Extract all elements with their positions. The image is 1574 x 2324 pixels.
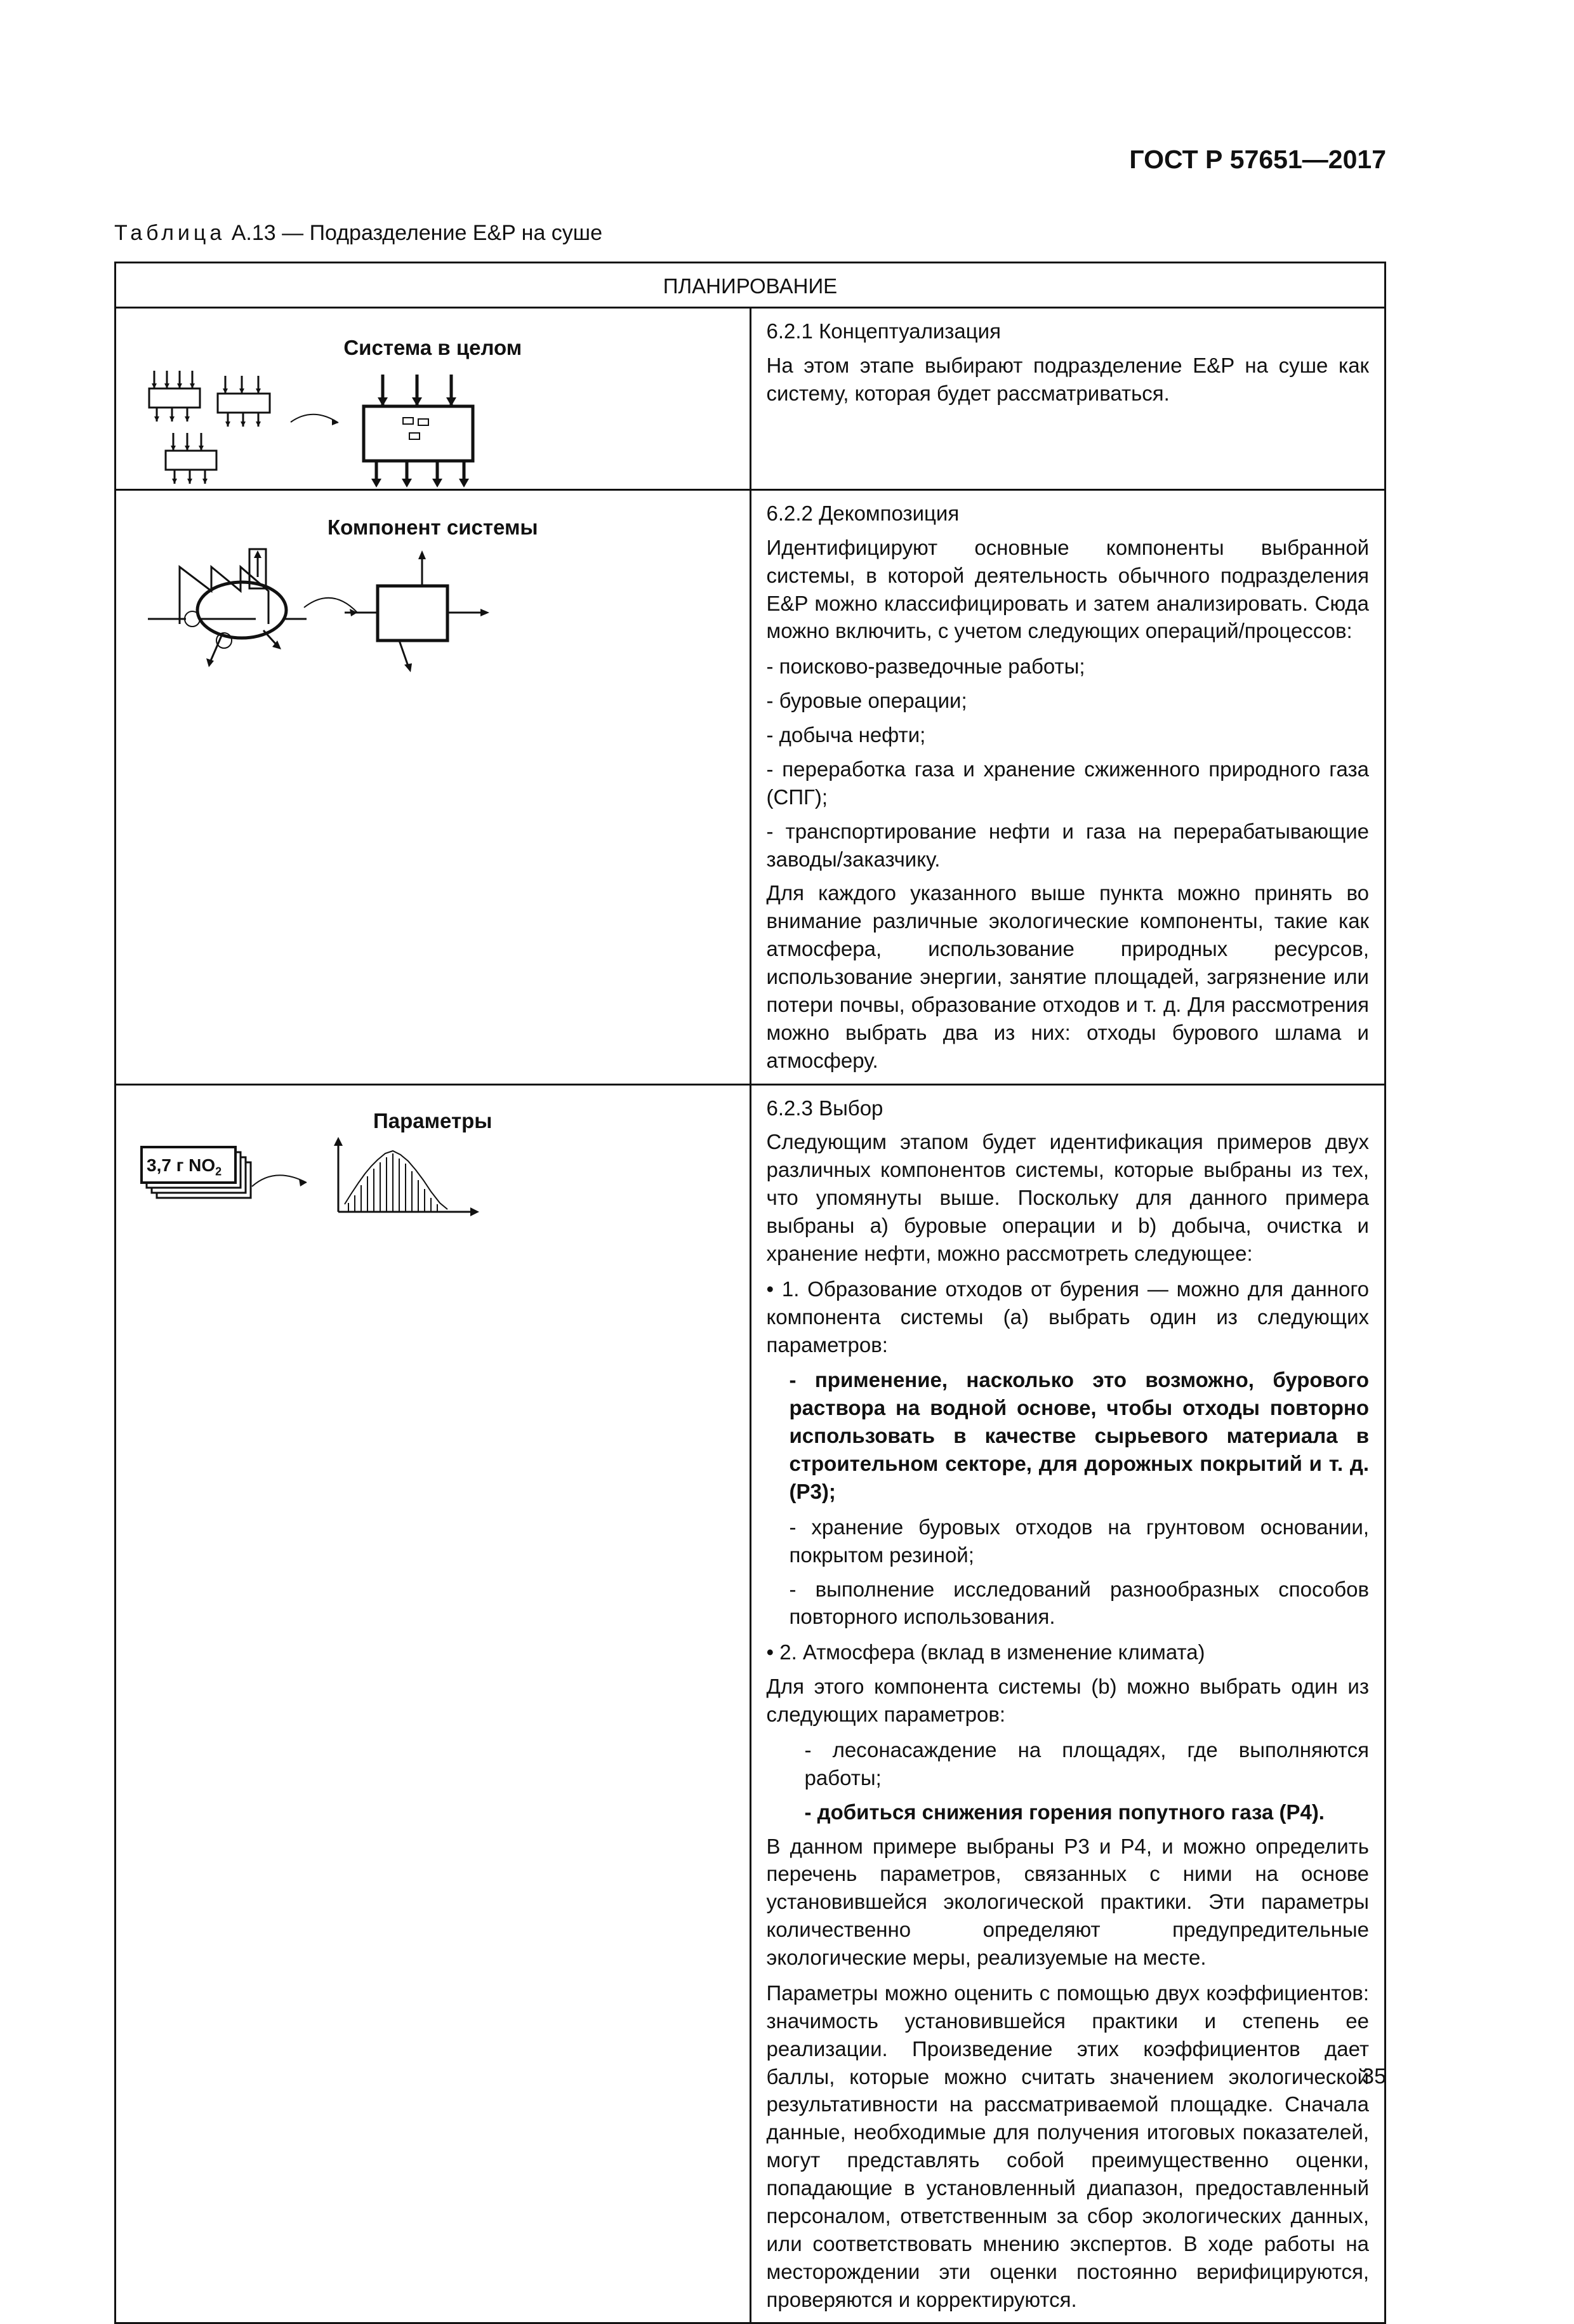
figure-title: Компонент системы: [327, 515, 538, 539]
sub-list-item: - применение, насколько это возможно, бурового раствора на водной основе, чтобы отходы повторно использовать в качестве сырьевого материала в строительном секторе, для дорожных покрытий и т. д. (Р3);: [789, 1368, 1369, 1503]
no2-label: [147, 1153, 222, 1180]
caption-label: Таблица: [114, 221, 226, 245]
parameters-diagram: [116, 1134, 505, 1230]
paragraph: Параметры можно оценить с помощью двух коэффициентов: значимость установившейся практики и степень ее реализации. Произведение этих коэффициентов дает баллы, которые можно считать значением экологической результативности на рассматриваемой площадке. Сначала данные, необходимые для получения итоговых показателей, могут представлять собой преимущественно оценки, попадающие в установленный диапазон, предоставленный персоналом, ответственным за сбор экологических данных, или соответствовать мнению экспертов. В ходе работы на месторождении эти оценки постоянно верифицируются, проверяются и корректируются.: [766, 1981, 1369, 2311]
table-row: [116, 1084, 1386, 2323]
list-item: - переработка газа и хранение сжиженного природного газа (СПГ);: [766, 757, 1369, 809]
paragraph: На этом этапе выбирают подразделение E&P на суше как систему, которая будет рассматриваться.: [766, 353, 1369, 405]
sub-list-item: - хранение буровых отходов на грунтовом основании, покрытом резиной;: [789, 1515, 1369, 1567]
sub-list-item: - лесонасаждение на площадях, где выполняются работы;: [804, 1737, 1369, 1789]
paragraph: В данном примере выбраны Р3 и Р4, и можно определить перечень параметров, связанных с ними на основе установившейся экологической практики. Эти параметры количественно определяют предупредительные экологические меры, реализуемые на месте.: [766, 1834, 1369, 1969]
list-item: - транспортирование нефти и газа на перерабатывающие заводы/заказчику.: [766, 819, 1369, 871]
system-whole-diagram: [116, 362, 505, 489]
no2-label-text: 3,7 г NO: [147, 1155, 216, 1176]
list-item: - добыча нефти;: [766, 723, 926, 747]
figure-cell: [116, 308, 751, 490]
figure-cell: [116, 1084, 751, 2323]
list-item: - поисково-разведочные работы;: [766, 654, 1085, 679]
planning-table: [114, 262, 1386, 2324]
paragraph: Следующим этапом будет идентификация примеров двух различных компонентов системы, которые выбраны из тех, что упомянуты выше. Поскольку для данного примера выбраны а) буровые операции и b) добыча, очистка и хранение нефти, можно рассмотреть следующее:: [766, 1130, 1369, 1265]
figure-title: Система в целом: [343, 336, 522, 359]
section-heading: 6.2.2 Декомпозиция: [766, 501, 960, 525]
system-component-diagram: [116, 541, 505, 681]
list-item: - буровые операции;: [766, 689, 967, 713]
description-cell: [750, 489, 1386, 1084]
document-code: ГОСТ Р 57651—2017: [1129, 145, 1386, 174]
sub-list-item: - добиться снижения горения попутного газа (Р4).: [804, 1800, 1325, 1824]
section-heading: 6.2.3 Выбор: [766, 1096, 883, 1120]
section-heading: 6.2.1 Концептуализация: [766, 319, 1001, 343]
figure-cell: [116, 489, 751, 1084]
figure-title: Параметры: [373, 1108, 493, 1132]
parameters-graphic: [116, 1134, 505, 1230]
table-row: [116, 308, 1386, 490]
paragraph: Для каждого указанного выше пункта можно принять во внимание различные экологические компоненты, такие как атмосфера, использование природных ресурсов, использование энергии, занятие площадей, загрязнение или потери почвы, образование отходов и т. д. Для рассмотрения можно выбрать два из них: отходы бурового шлама и атмосферу.: [766, 881, 1369, 1072]
description-cell: [750, 308, 1386, 490]
table-caption: [114, 221, 602, 246]
sub-list-item: - выполнение исследований разнообразных способов повторного использования.: [789, 1577, 1369, 1629]
description-cell: [750, 1084, 1386, 2323]
page-number: 35: [1362, 2064, 1386, 2088]
table-row: [116, 489, 1386, 1084]
bullet-item: • 1. Образование отходов от бурения — можно для данного компонента системы (а) выбрать один из следующих параметров:: [766, 1277, 1369, 1357]
paragraph: Идентифицируют основные компоненты выбранной системы, в которой деятельность обычного подразделения E&P можно классифицировать и затем анализировать. Сюда можно включить, с учетом следующих операций/процессов:: [766, 535, 1369, 643]
caption-text: А.13 — Подразделение E&P на суше: [225, 221, 602, 245]
paragraph: Для этого компонента системы (b) можно выбрать один из следующих параметров:: [766, 1675, 1369, 1726]
table-heading: ПЛАНИРОВАНИЕ: [116, 263, 1386, 308]
bullet-item: • 2. Атмосфера (вклад в изменение климата): [766, 1640, 1205, 1664]
no2-subscript: 2: [215, 1165, 222, 1178]
